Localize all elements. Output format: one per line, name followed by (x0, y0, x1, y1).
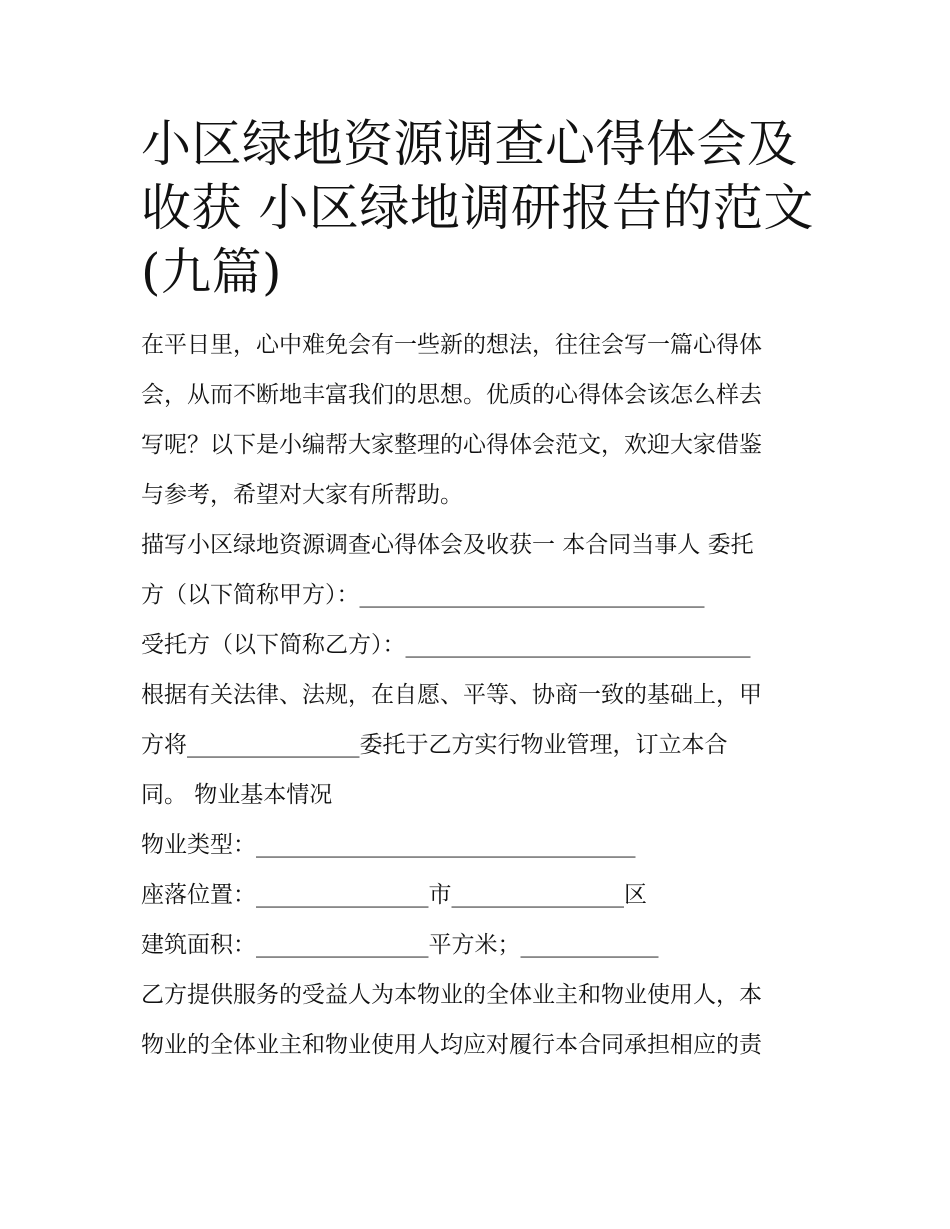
document-body (141, 320, 813, 1070)
body-line: 同。 物业基本情况 (141, 782, 333, 808)
body-line: 在平日里，心中难免会有一些新的想法，往往会写一篇心得体 (141, 332, 762, 358)
body-line: 物业类型：_________________________________ (141, 832, 636, 858)
body-line: 物业的全体业主和物业使用人均应对履行本合同承担相应的责 (141, 1032, 762, 1058)
title-line: 收获 小区绿地调研报告的范文 (141, 179, 814, 237)
title-line: (九篇) (141, 243, 283, 301)
body-line: 根据有关法律、法规，在自愿、平等、协商一致的基础上，甲 (141, 682, 762, 708)
title-line: 小区绿地资源调查心得体会及 (141, 115, 798, 173)
body-line: 写呢？以下是小编帮大家整理的心得体会范文，欢迎大家借鉴 (141, 432, 762, 458)
body-line: 会，从而不断地丰富我们的思想。优质的心得体会该怎么样去 (141, 382, 762, 408)
body-line: 座落位置：_______________市_______________区 (141, 882, 647, 908)
body-line: 描写小区绿地资源调查心得体会及收获一 本合同当事人 委托 (141, 532, 754, 558)
body-line: 受托方（以下简称乙方）：______________________________ (141, 632, 751, 658)
body-line: 方将_______________委托于乙方实行物业管理，订立本合 (141, 732, 728, 758)
body-line: 与参考，希望对大家有所帮助。 (141, 482, 463, 508)
body-line: 方（以下简称甲方）：______________________________ (141, 582, 705, 608)
document-title (141, 112, 813, 304)
body-line: 建筑面积：_______________平方米；____________ (141, 932, 659, 958)
document-page (141, 112, 813, 1070)
body-line: 乙方提供服务的受益人为本物业的全体业主和物业使用人，本 (141, 982, 762, 1008)
